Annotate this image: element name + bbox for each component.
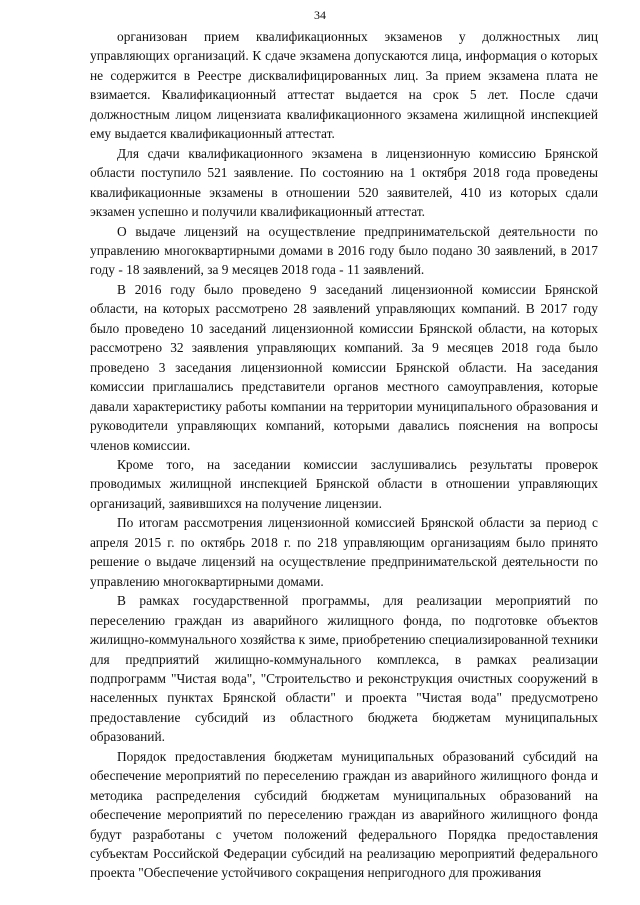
- page-number: 34: [314, 8, 326, 22]
- paragraph-inspection-results: Кроме того, на заседании комиссии заслушивались результаты проверок проводимых жилищной инспекцией Брянской области в отношении управляющих организаций, заявившихся на получение лицензии.: [90, 456, 598, 511]
- paragraph-state-program: В рамках государственной программы, для реализации мероприятий по переселению граждан из аварийного жилищного фонда, по подготовке объектов жилищно-коммунального хозяйства к зиме, приобретению специализированной техники для предприятий жилищно-коммунального комплекса, в рамках реализации подпрограмм "Чистая вода", "Строительство и реконструкция очистных сооружений в населенных пунктах Брянской области" и проекта "Чистая вода" предусмотрено предоставление субсидий из областного бюджета бюджетам муниципальных образований.: [90, 593, 598, 745]
- paragraph-exam-admission: организован прием квалификационных экзаменов у должностных лиц управляющих организаций. К сдаче экзамена допускаются лица, информация о которых не содержится в Реестре дисквалифицированных лиц. За прием экзамена плата не взимается. Квалификационный аттестат выдается на срок 5 лет. После сдачи должностным лицом лицензиата квалификационного экзамена жилищной инспекцией ему выдается квалификационный аттестат.: [90, 29, 598, 142]
- paragraph-exam-statistics: Для сдачи квалификационного экзамена в лицензионную комиссию Брянской области поступило 521 заявление. По состоянию на 1 октября 2018 года проведены квалификационные экзамены в отношении 520 заявителей, 410 из которых сдали экзамен успешно и получили квалификационный аттестат.: [90, 145, 598, 220]
- document-body: [90, 27, 598, 883]
- paragraph-commission-meetings: В 2016 году было проведено 9 заседаний лицензионной комиссии Брянской области, на которых рассмотрено 28 заявлений управляющих компаний. В 2017 году было проведено 10 заседаний лицензионной комиссии Брянской области, на которых рассмотрено 32 заявления управляющих компаний. За 9 месяцев 2018 года было проведено 3 заседания лицензионной комиссии Брянской области. На заседания комиссии приглашались представители органов местного самоуправления, которые давали характеристику работы компании на территории муниципального образования и руководители управляющих компаний, которыми давались пояснения на вопросы членов комиссии.: [90, 281, 598, 453]
- paragraph-subsidy-procedure: Порядок предоставления бюджетам муниципальных образований субсидий на обеспечение мероприятий по переселению граждан из аварийного жилищного фонда и методика распределения субсидий бюджетам муниципальных образований на обеспечение мероприятий по переселению граждан из аварийного жилищного фонда будут разработаны с учетом положений федерального Порядка предоставления субъектам Российской Федерации субсидий на реализацию мероприятий федерального проекта "Обеспечение устойчивого сокращения непригодного для проживания: [90, 748, 598, 881]
- paragraph-license-applications: О выдаче лицензий на осуществление предпринимательской деятельности по управлению многоквартирными домами в 2016 году было подано 30 заявлений, в 2017 году - 18 заявлений, за 9 месяцев 2018 года - 11 заявлений.: [90, 223, 598, 278]
- paragraph-licensing-decisions: По итогам рассмотрения лицензионной комиссией Брянской области за период с апреля 2015 г. по октябрь 2018 г. по 218 управляющим организациям было принято решение о выдаче лицензий на осуществление предпринимательской деятельности по управлению многоквартирными домами.: [90, 515, 598, 589]
